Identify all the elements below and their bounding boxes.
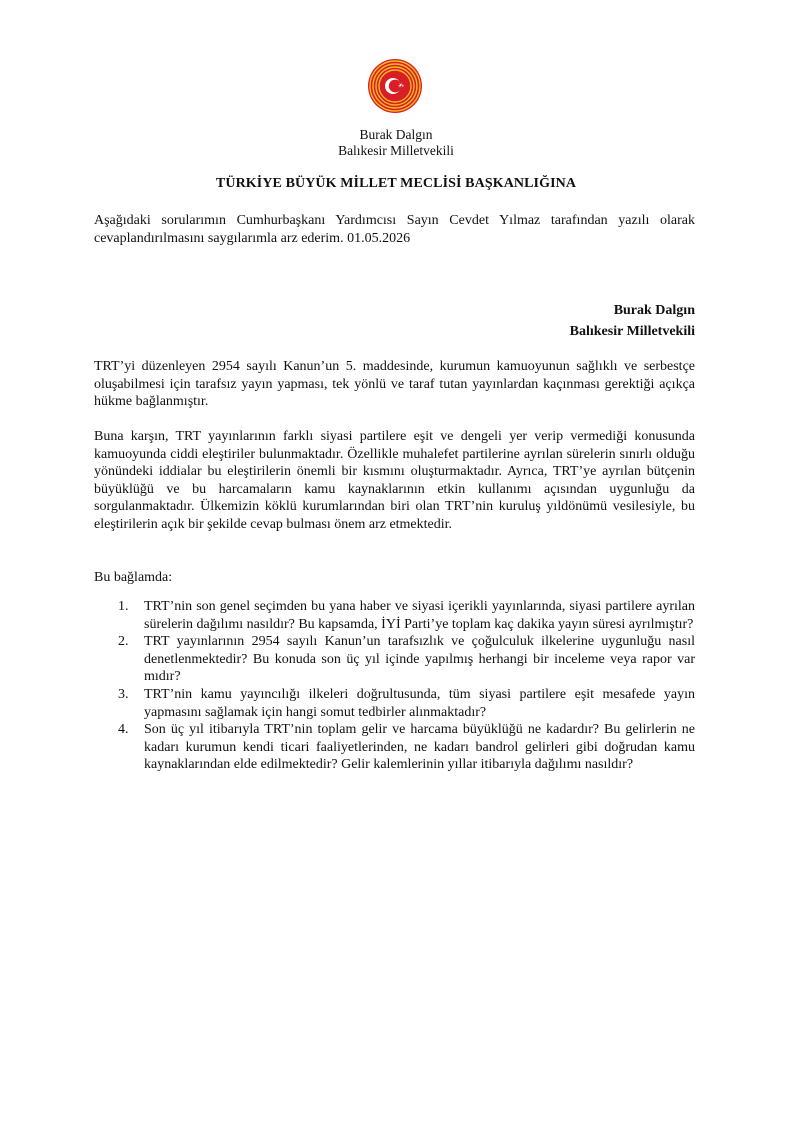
signature-name: Burak Dalgın bbox=[613, 303, 695, 318]
header-mp-role: Balıkesir Milletvekili bbox=[338, 143, 454, 158]
question-text: TRT’nin son genel seçimden bu yana haber ve siyasi içerikli yayınlarında, siyasi partilere ayrılan sürelerin dağılımı nasıldır? Bu kapsamda, İYİ Parti’ye toplam kaç dakika yayın süresi ayrılmıştır? bbox=[144, 599, 695, 632]
signature-role: Balıkesir Milletvekili bbox=[569, 324, 695, 339]
question-number: 2. bbox=[118, 634, 129, 650]
question-number: 4. bbox=[118, 722, 129, 738]
context-line: Bu bağlamda: bbox=[94, 570, 173, 585]
header-mp-name: Burak Dalgın bbox=[359, 127, 433, 142]
question-item bbox=[94, 598, 695, 633]
body-paragraph-2: Buna karşın, TRT yayınlarının farklı siyasi partilere eşit ve dengeli yer verip vermediği konusunda kamuoyunda ciddi eleştiriler bulunmaktadır. Özellikle muhalefet partilerine ayrılan sürelerin sınırlı olduğu yönündeki iddialar bu eleştirilerin önemli bir kısmını oluşturmaktadır. Ayrıca, TRT’ye ayrılan bütçenin büyüklüğü ve bu harcamaların kamu kaynaklarının etkin kullanımı açısından uygunluğu da sorgulanmaktadır. Ülkemizin köklü kurumlarından biri olan TRT’nin kuruluş yıldönümü vesilesiyle, bu eleştirilerin açık bir şekilde cevap bulması önem arz etmektedir. bbox=[94, 429, 695, 532]
question-number: 1. bbox=[118, 599, 129, 614]
question-item bbox=[94, 721, 695, 774]
questions-list bbox=[94, 598, 695, 774]
question-text: TRT’nin kamu yayıncılığı ilkeleri doğrultusunda, tüm siyasi partilere eşit mesafede yayın yapmasını sağlamak için hangi somut tedbirler alınmaktadır? bbox=[144, 686, 695, 720]
tbmm-emblem-icon bbox=[367, 58, 423, 114]
question-text: TRT yayınlarının 2954 sayılı Kanun’un tarafsızlık ve çoğulculuk ilkelerine uygunluğu nasıl denetlenmektedir? Bu konuda son üç yıl içinde yapılmış herhangi bir inceleme veya rapor var mıdır? bbox=[144, 634, 695, 685]
question-number: 3. bbox=[118, 686, 129, 702]
question-item bbox=[94, 686, 695, 721]
intro-paragraph: Aşağıdaki sorularımın Cumhurbaşkanı Yardımcısı Sayın Cevdet Yılmaz tarafından yazılı olarak cevaplandırılmasını saygılarımla arz ederim. 01.05.2026 bbox=[94, 213, 695, 246]
body-paragraph-1: TRT’yi düzenleyen 2954 sayılı Kanun’un 5. maddesinde, kurumun kamuoyunun sağlıklı ve serbestçe oluşabilmesi için tarafsız yayın yapması, tek yönlü ve taraf tutan yayınlardan kaçınması gerektiği açıkça hükme bağlanmıştır. bbox=[94, 359, 695, 410]
question-text: Son üç yıl itibarıyla TRT’nin toplam gelir ve harcama büyüklüğü ne kadardır? Bu gelirlerin ne kadarı kurumun kendi ticari faaliyetlerinden, ne kadarı bandrol gelirleri gibi doğrudan kamu kaynaklarından elde edilmektedir? Gelir kalemlerinin yıllar itibarıyla dağılımı nasıldır? bbox=[144, 722, 695, 773]
document-title: TÜRKİYE BÜYÜK MİLLET MECLİSİ BAŞKANLIĞINA bbox=[215, 176, 577, 191]
question-item bbox=[94, 633, 695, 686]
